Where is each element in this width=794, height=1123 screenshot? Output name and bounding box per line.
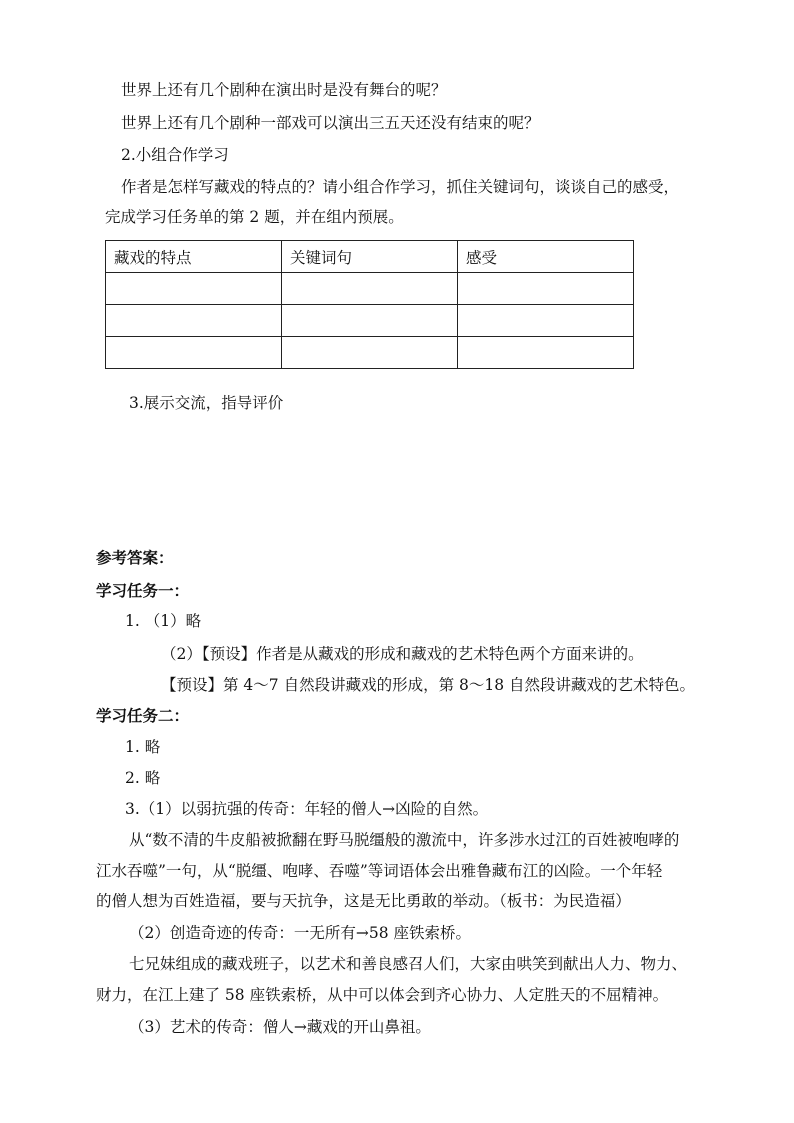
table-cell xyxy=(106,305,282,337)
task-2-item: 2. 略 xyxy=(125,769,161,787)
table-header-row xyxy=(106,241,634,273)
study-task-table xyxy=(105,240,634,369)
section-title-group-study: 2.小组合作学习 xyxy=(121,146,229,164)
table-cell xyxy=(458,337,634,369)
task-2-item: （2）创造奇迹的传奇：一无所有→58 座铁索桥。 xyxy=(129,924,472,942)
table-cell xyxy=(458,273,634,305)
task-2-item: （3）艺术的传奇：僧人→藏戏的开山鼻祖。 xyxy=(129,1018,431,1036)
table-header-cell: 藏戏的特点 xyxy=(106,241,282,273)
table-row xyxy=(106,305,634,337)
table-cell xyxy=(458,305,634,337)
task-1-item: 【预设】第 4～7 自然段讲藏戏的形成，第 8～18 自然段讲藏戏的艺术特色。 xyxy=(161,676,696,694)
task-2-item: 1. 略 xyxy=(125,738,161,756)
table-header-cell: 感受 xyxy=(458,241,634,273)
table-cell xyxy=(282,337,458,369)
paragraph-line: 江水吞噬”一句，从“脱缰、咆哮、吞噬”等词语体会出雅鲁藏布江的凶险。一个年轻 xyxy=(96,862,663,880)
question-line-2: 世界上还有几个剧种一部戏可以演出三五天还没有结束的呢？ xyxy=(121,114,540,132)
task-2-title: 学习任务二： xyxy=(96,706,190,725)
table-cell xyxy=(106,273,282,305)
paragraph-line: 从“数不清的牛皮船被掀翻在野马脱缰般的激流中，许多涉水过江的百姓被咆哮的 xyxy=(129,831,680,849)
paragraph-line: 完成学习任务单的第 2 题，并在组内预展。 xyxy=(105,208,404,226)
paragraph-line: 作者是怎样写藏戏的特点的？请小组合作学习，抓住关键词句，谈谈自己的感受， xyxy=(121,178,680,196)
question-line-1: 世界上还有几个剧种在演出时是没有舞台的呢？ xyxy=(121,81,447,99)
task-1-title: 学习任务一： xyxy=(96,581,190,600)
paragraph-line: 财力，在江上建了 58 座铁索桥，从中可以体会到齐心协力、人定胜天的不屈精神。 xyxy=(96,986,669,1004)
table-row xyxy=(106,337,634,369)
section-title-presentation: 3.展示交流，指导评价 xyxy=(129,394,284,412)
paragraph-line: 七兄妹组成的藏戏班子，以艺术和善良感召人们，大家由哄笑到献出人力、物力、 xyxy=(129,955,688,973)
table-cell xyxy=(282,273,458,305)
answers-heading: 参考答案： xyxy=(96,548,174,567)
task-2-item: 3.（1）以弱抗强的传奇：年轻的僧人→凶险的自然。 xyxy=(125,800,489,818)
table-cell xyxy=(106,337,282,369)
table-cell xyxy=(282,305,458,337)
paragraph-line: 的僧人想为百姓造福，要与天抗争，这是无比勇敢的举动。（板书：为民造福） xyxy=(96,892,631,910)
table-header-cell: 关键词句 xyxy=(282,241,458,273)
table-row xyxy=(106,273,634,305)
task-1-item: （2）【预设】作者是从藏戏的形成和藏戏的艺术特色两个方面来讲的。 xyxy=(161,645,644,663)
task-1-item: 1. （1）略 xyxy=(125,612,202,630)
